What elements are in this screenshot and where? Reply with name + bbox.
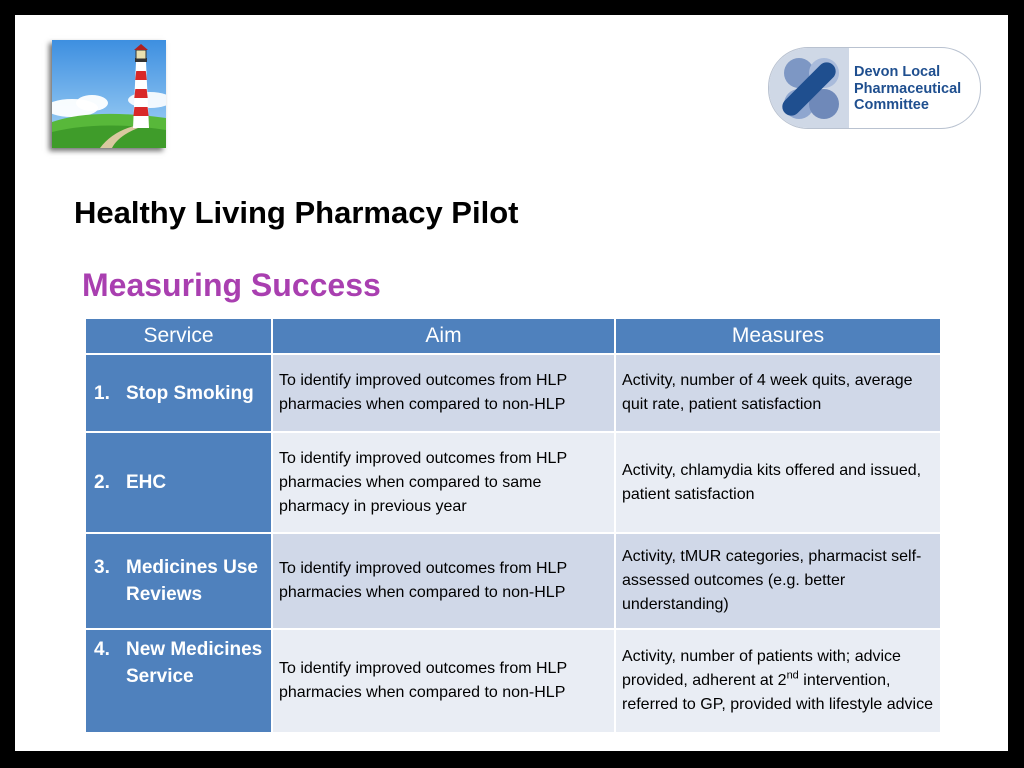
slide	[15, 15, 1008, 751]
logo-line: Committee	[854, 97, 929, 113]
aim-cell: To identify improved outcomes from HLP pharmacies when compared to non-HLP	[272, 354, 615, 432]
measures-text: Activity, number of patients with; advice provided, adherent at 2	[622, 648, 901, 689]
service-cell	[85, 629, 272, 733]
measures-text: intervention, referred to GP, provided with lifestyle advice	[622, 672, 933, 713]
slide-subtitle: Measuring Success	[82, 267, 381, 303]
logo-mark-icon	[769, 48, 849, 128]
aim-cell: To identify improved outcomes from HLP pharmacies when compared to non-HLP	[272, 629, 615, 733]
logo-text	[854, 64, 961, 114]
measures-cell: Activity, tMUR categories, pharmacist self-assessed outcomes (e.g. better understanding)	[615, 533, 941, 629]
table-row	[85, 533, 941, 629]
aim-cell: To identify improved outcomes from HLP pharmacies when compared to non-HLP	[272, 533, 615, 629]
devon-lpc-logo	[768, 47, 981, 129]
service-name: EHC	[126, 472, 167, 493]
measures-cell: Activity, number of 4 week quits, average quit rate, patient satisfaction	[615, 354, 941, 432]
table-row	[85, 432, 941, 533]
logo-line: Pharmaceutical	[854, 80, 962, 97]
service-name: New Medicines Service	[126, 639, 263, 687]
service-number: 4.	[94, 639, 110, 660]
slide-title: Healthy Living Pharmacy Pilot	[74, 195, 519, 230]
column-header-aim: Aim	[272, 318, 615, 354]
measures-cell: Activity, chlamydia kits offered and issued, patient satisfaction	[615, 432, 941, 533]
service-number: 3.	[94, 557, 110, 578]
table-row	[85, 629, 941, 733]
service-cell	[85, 533, 272, 629]
lighthouse-image	[52, 40, 166, 148]
aim-cell: To identify improved outcomes from HLP pharmacies when compared to same pharmacy in previous year	[272, 432, 615, 533]
measures-table	[84, 317, 942, 734]
service-cell	[85, 432, 272, 533]
service-name: Stop Smoking	[126, 382, 254, 404]
service-cell	[85, 354, 272, 432]
measures-cell	[615, 629, 941, 733]
ordinal-suffix: nd	[786, 669, 799, 682]
service-number: 1.	[94, 382, 110, 404]
column-header-service: Service	[85, 318, 272, 354]
service-name: Medicines Use Reviews	[126, 557, 258, 605]
table-header-row	[85, 318, 941, 354]
column-header-measures: Measures	[615, 318, 941, 354]
table-row	[85, 354, 941, 432]
service-number: 2.	[94, 472, 110, 493]
logo-line: Devon Local	[854, 64, 941, 80]
